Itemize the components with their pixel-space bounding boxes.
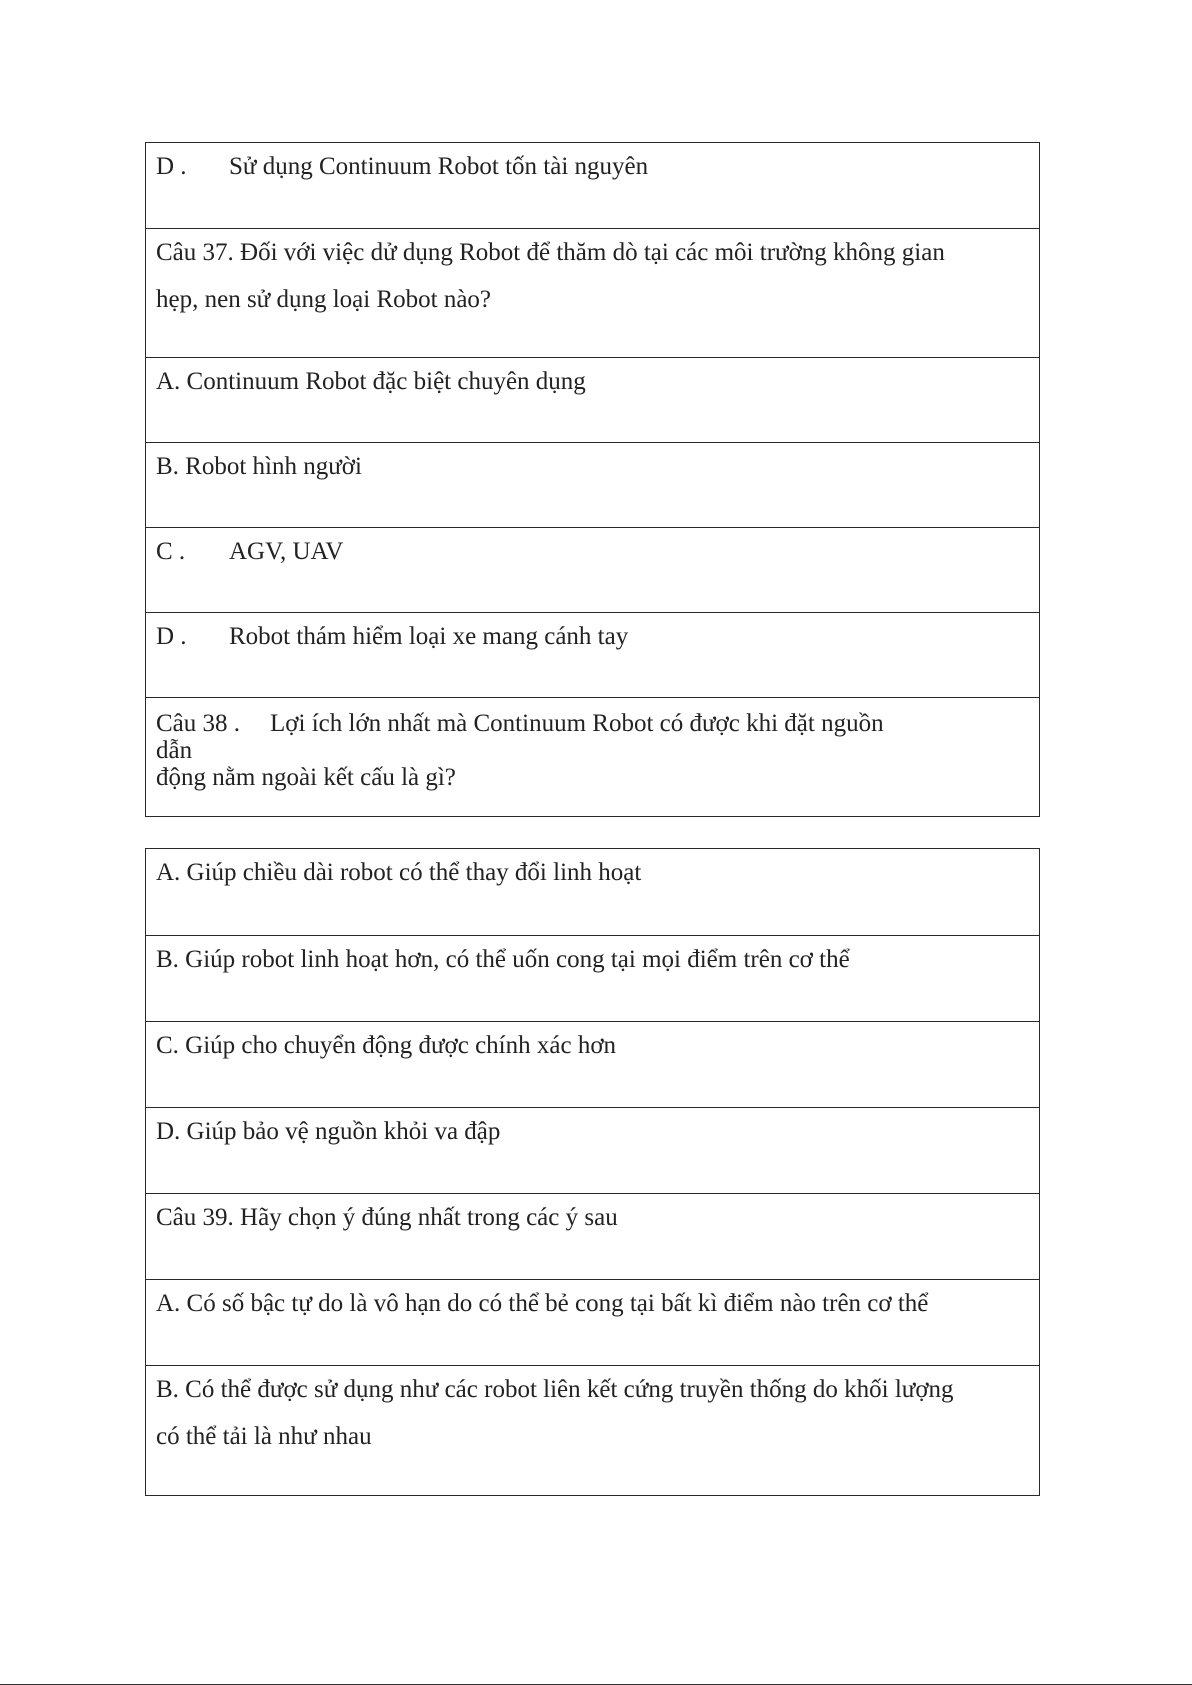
question-37-line1: Câu 37. Đối với việc dử dụng Robot để thăm dò tại các môi trường không gian [156, 239, 945, 266]
question-38-line2: dẫn [156, 737, 193, 764]
option-text: A. Continuum Robot đặc biệt chuyên dụng [156, 368, 586, 395]
question-38-prefix: Câu 38 . [156, 710, 241, 737]
question-table-37 [145, 142, 1040, 698]
option-letter: D . [156, 623, 187, 650]
question-37-row [146, 228, 1039, 357]
option-text: Sử dụng Continuum Robot tốn tài nguyên [229, 153, 649, 180]
option-row-39-b [146, 1365, 1039, 1495]
option-row-38-c [146, 1021, 1039, 1107]
option-text: D. Giúp bảo vệ nguồn khỏi va đập [156, 1118, 501, 1145]
question-39-row [146, 1193, 1039, 1279]
option-row-39-a [146, 1279, 1039, 1365]
option-row-38-d [146, 1107, 1039, 1193]
option-text-line1: B. Có thể được sử dụng như các robot liên kết cứng truyền thống do khối lượng [156, 1376, 954, 1403]
option-text: A. Giúp chiều dài robot có thể thay đổi linh hoạt [156, 859, 642, 886]
option-text: AGV, UAV [229, 538, 344, 565]
question-39-text: Câu 39. Hãy chọn ý đúng nhất trong các ý sau [156, 1204, 618, 1231]
option-row-38-a [146, 849, 1039, 935]
option-letter: D . [156, 153, 187, 180]
option-text-line2: có thể tải là như nhau [156, 1423, 372, 1450]
option-text: B. Giúp robot linh hoạt hơn, có thể uốn cong tại mọi điểm trên cơ thể [156, 946, 850, 973]
option-row-d-prev [146, 143, 1039, 228]
option-letter: C . [156, 538, 186, 565]
option-text: Robot thám hiểm loại xe mang cánh tay [229, 623, 629, 650]
question-table-38-header [145, 697, 1040, 817]
question-37-line2: hẹp, nen sử dụng loại Robot nào? [156, 286, 492, 313]
question-38-line1: Lợi ích lớn nhất mà Continuum Robot có được khi đặt nguồn [270, 710, 884, 737]
option-text: A. Có số bậc tự do là vô hạn do có thể bẻ cong tại bất kì điểm nào trên cơ thể [156, 1290, 929, 1317]
option-row-37-b [146, 442, 1039, 527]
question-table-38-39 [145, 848, 1040, 1496]
option-row-37-d [146, 612, 1039, 697]
question-38-row [146, 698, 1039, 816]
option-text: B. Robot hình người [156, 453, 362, 480]
option-row-38-b [146, 935, 1039, 1021]
option-text: C. Giúp cho chuyển động được chính xác hơn [156, 1032, 617, 1059]
option-row-37-c [146, 527, 1039, 612]
question-38-line3: động nằm ngoài kết cấu là gì? [156, 764, 456, 791]
option-row-37-a [146, 357, 1039, 442]
